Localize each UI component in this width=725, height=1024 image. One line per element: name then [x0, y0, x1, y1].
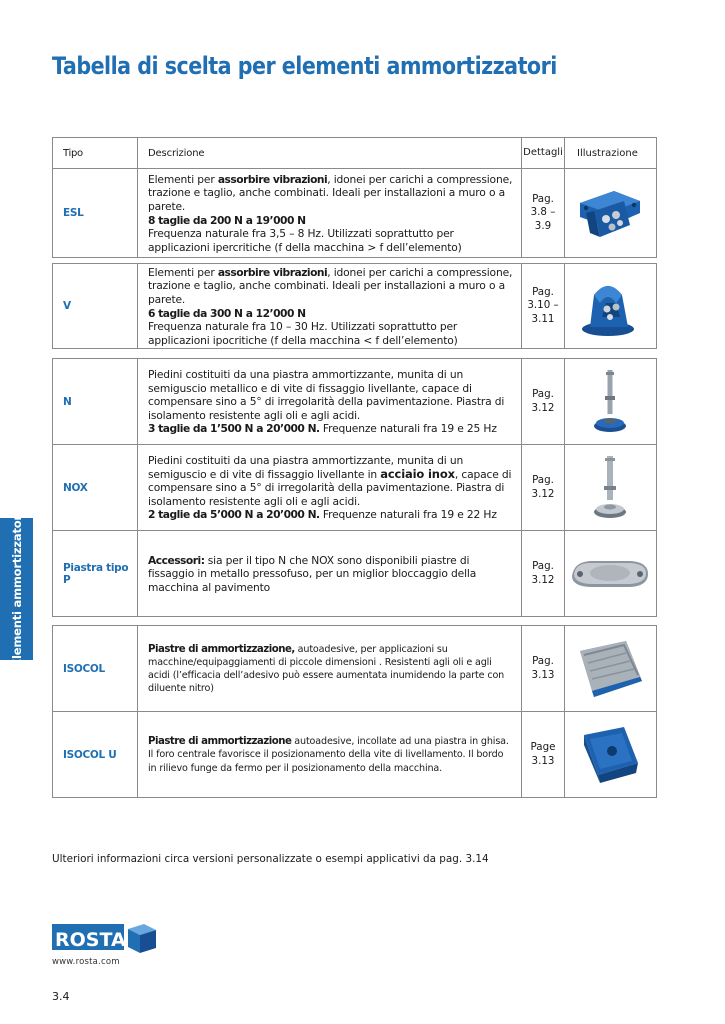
desc-text: , idonei per carichi a compressione, trazione e taglio, anche combinati. Ideali per installazioni a muro o a parete.	[148, 265, 513, 306]
table-row-n	[53, 359, 656, 445]
row-type: ISOCOL	[53, 626, 138, 711]
row-page-ref: Pag. 3.12	[522, 531, 565, 616]
desc-bold: assorbire vibrazioni	[217, 172, 328, 186]
selection-table-group-1	[52, 137, 657, 258]
desc-bold: Piastre di ammortizzazione	[148, 736, 292, 748]
rosta-logo	[52, 920, 158, 954]
selection-table-group-3	[52, 358, 657, 617]
row-description	[138, 264, 522, 348]
v-element-icon	[580, 273, 640, 339]
isocol-pad-icon	[574, 637, 646, 701]
row-type: ESL	[53, 169, 138, 257]
header-tipo: Tipo	[53, 138, 138, 168]
row-page-ref: Page 3.13	[522, 712, 565, 797]
desc-sizes: 6 taglie da 300 N a 12’000 N	[148, 306, 306, 320]
desc-sizes: 3 taglie da 1’500 N a 20’000 N.	[148, 422, 320, 436]
row-page-ref: Pag. 3.13	[522, 626, 565, 711]
logo-text: ROSTA	[55, 929, 126, 951]
row-illustration	[565, 264, 655, 348]
desc-text: , idonei per carichi a compressione, trazione e taglio, anche combinati. Ideali per installazioni a muro o a parete.	[148, 172, 513, 213]
table-row-piastra-p	[53, 531, 656, 617]
row-page-ref: Pag. 3.12	[522, 445, 565, 530]
side-tab	[0, 511, 33, 667]
desc-text: Frequenza naturale fra 3,5 – 8 Hz. Utilizzati soprattutto per applicazioni ipercritiche (f della macchina > f dell’elemento)	[148, 227, 462, 254]
desc-text: Piedini costituiti da una piastra ammortizzante, munita di un semiguscio e di vite di fissaggio livellante in	[148, 454, 464, 481]
row-illustration	[565, 531, 655, 616]
desc-sizes: 8 taglie da 200 N a 19’000 N	[148, 213, 306, 227]
row-description	[138, 531, 522, 616]
row-illustration	[565, 626, 655, 711]
page-number: 3.4	[52, 990, 70, 1003]
table-row-isocol-u	[53, 712, 656, 798]
nox-leveling-foot-icon	[590, 452, 630, 524]
desc-text: autoadesive, per applicazioni su macchine/equipaggiamenti di piccole dimensioni . Resistenti agli oli e agli acidi (l’efficacia dell’adesivo può essere aumentata inumidendo la parte con diluente nitro)	[148, 643, 505, 695]
desc-bold: Piastre di ammortizzazione,	[148, 643, 295, 655]
row-description	[138, 169, 522, 257]
isocol-u-plate-icon	[578, 723, 642, 787]
desc-text: sia per il tipo N che NOX sono disponibili piastre di fissaggio in metallo pressofuso, per un miglior bloccaggio della macchina al pavimento	[148, 553, 477, 594]
desc-text: Frequenza naturale fra 10 – 30 Hz. Utilizzati soprattutto per applicazioni ipocritiche (f della macchina < f dell’elemento)	[148, 320, 458, 347]
esl-element-icon	[574, 183, 646, 243]
n-leveling-foot-icon	[590, 366, 630, 438]
row-type: V	[53, 264, 138, 348]
row-type: ISOCOL U	[53, 712, 138, 797]
selection-table-group-4	[52, 625, 657, 798]
row-description	[138, 445, 522, 530]
selection-table-group-2	[52, 263, 657, 349]
desc-text: Elementi per	[148, 265, 218, 279]
page-title: Tabella di scelta per elementi ammortizzatori	[52, 52, 557, 80]
desc-text: Frequenze naturali fra 19 e 25 Hz	[319, 422, 497, 436]
header-illustrazione: Illustrazione	[577, 147, 638, 159]
row-illustration	[565, 712, 655, 797]
row-illustration	[565, 445, 655, 530]
row-page-ref: Pag. 3.10 – 3.11	[522, 264, 565, 348]
row-page-ref: Pag. 3.12	[522, 359, 565, 444]
row-page-ref: Pag. 3.8 – 3.9	[522, 169, 565, 257]
row-description	[138, 359, 522, 444]
desc-bold: assorbire vibrazioni	[217, 265, 328, 279]
website: www.rosta.com	[52, 957, 120, 967]
desc-text: Frequenze naturali fra 19 e 22 Hz	[319, 508, 497, 522]
table-row-nox	[53, 445, 656, 531]
row-illustration	[565, 169, 655, 257]
desc-text: autoadesive, incollate ad una piastra in ghisa. Il foro centrale favorisce il posizionamento della vite di livellamento. Il bordo in rilievo funge da fermo per il posizionamento della macchina.	[148, 736, 509, 774]
row-type: N	[53, 359, 138, 444]
desc-bold: acciaio inox	[380, 466, 455, 481]
row-type: Piastra tipo P	[53, 531, 138, 616]
table-header-row	[53, 138, 656, 169]
footnote: Ulteriori informazioni circa versioni personalizzate o esempi applicativi da pag. 3.14	[52, 853, 489, 865]
side-tab-label: Elementi ammortizzatori	[9, 511, 24, 667]
mounting-plate-icon	[568, 554, 652, 594]
table-row-esl	[53, 169, 656, 258]
header-dettagli: Dettagli	[522, 138, 565, 168]
row-type: NOX	[53, 445, 138, 530]
desc-text: , capace di compensare sino a 5° di irregolarità della pavimentazione. Piastra di isolamento resistente agli oli e agli acidi.	[148, 467, 512, 508]
desc-sizes: 2 taglie da 5’000 N a 20’000 N.	[148, 508, 320, 522]
table-row-v	[53, 264, 656, 349]
row-description	[138, 626, 522, 711]
row-illustration	[565, 359, 655, 444]
header-descrizione: Descrizione	[138, 138, 522, 168]
desc-bold: Accessori:	[148, 553, 205, 567]
table-row-isocol	[53, 626, 656, 712]
desc-text: Elementi per	[148, 172, 218, 186]
row-description	[138, 712, 522, 797]
desc-text: Piedini costituiti da una piastra ammortizzante, munita di un semiguscio metallico e di vite di fissaggio livellante, capace di compensare sino a 5° di irregolarità della pavimentazione. Piastra di isolamento resistente agli oli e agli acidi.	[148, 368, 505, 422]
